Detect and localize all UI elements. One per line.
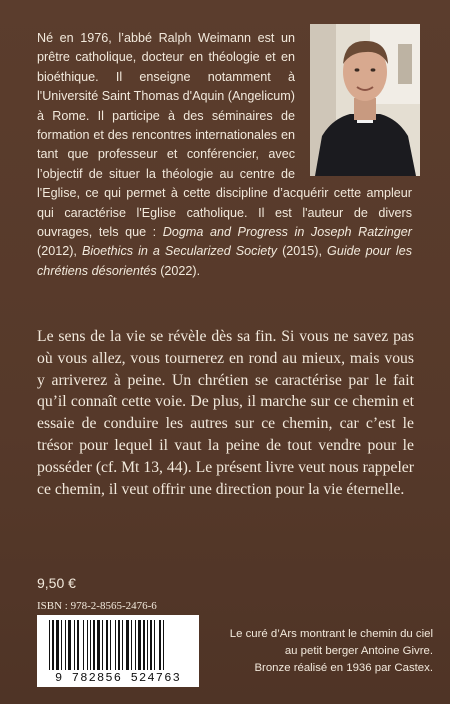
bio-text: Né en 1976, l’abbé Ralph Weimann est un prêtre catholique, docteur en théologie et en bioéthique. Il enseigne notamment à l'Université Saint Thomas d'Aquin (Angelicum) à Rome. Il participe à des séminaires de formation et des rencontres internationales en tant que professeur et conférencier, avec l’objectif de situer la théologie au centre de l'Eglise, ce qui permet à cette discipline d’acquérir cette ampleur qui caractérise l'Eglise catholique. Il est l'auteur de divers ouvrages, tels que : [37,31,412,240]
barcode [37,615,199,687]
bio-text: (2012), [37,244,82,259]
bio-text: (2015), [277,244,328,259]
barcode-bars [37,615,199,673]
caption-line: Bronze réalisé en 1936 par Castex. [254,662,433,674]
price: 9,50 € [37,575,76,591]
book-title: Bioethics in a Secularized Society [81,244,278,259]
barcode-digits: 9 782856 524763 [54,671,182,685]
image-caption [215,626,433,677]
bio-text: (2022). [156,263,201,278]
author-biography [37,29,412,281]
isbn: ISBN : 978-2-8565-2476-6 [37,600,157,612]
caption-line: au petit berger Antoine Givre. [284,645,433,657]
book-title: Guide pour les chrétiens désorientés [37,244,412,278]
caption-line: Le curé d’Ars montrant le chemin du ciel [229,628,433,640]
book-blurb: Le sens de la vie se révèle dès sa fin. Si vous ne savez pas où vous allez, vous tournerez en rond au mieux, mais vous y arriverez à peine. Un chrétien se caractérise par le fait qu’il connaît cette voie. De plus, il marche sur ce chemin et essaie de conduire les autres sur ce chemin, car c’est le trésor pour lequel il vaut la peine de tout vendre pour le posséder (cf. Mt 13, 44). Le présent livre veut nous rappeler ce chemin, il veut offrir une direction pour la vie éternelle. [37,328,414,498]
photo-wrap-space [295,29,412,179]
book-title: Dogma and Progress in Joseph Ratzinger [162,225,412,240]
